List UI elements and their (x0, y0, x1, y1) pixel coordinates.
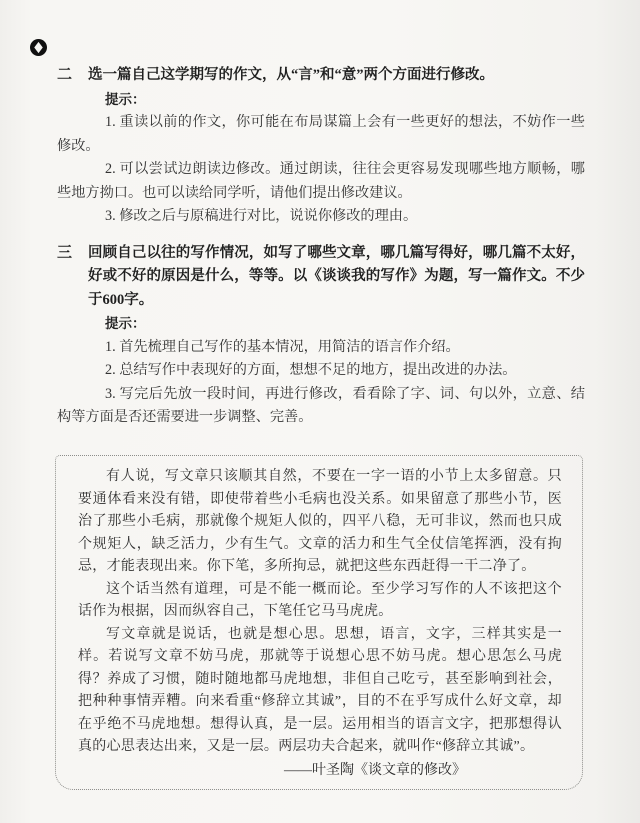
section-number: 二 (57, 67, 73, 83)
hint-label: 提示： (105, 91, 146, 107)
quote-attribution: ——叶圣陶《谈文章的修改》 (284, 762, 466, 778)
exercise-content (57, 64, 585, 443)
hint-label: 提示： (105, 316, 146, 331)
hint-item: 3. 写完后先放一段时间，再进行修改，看看除了字、词、句以外，立意、结构等方面是否还需要进一步调整、完善。 (57, 385, 585, 425)
task-row (57, 242, 585, 313)
task-text: 回顾自己以往的写作情况，如写了哪些文章，哪几篇写得好，哪几篇不太好，好或不好的原因是什么，等等。以《谈谈我的写作》为题，写一篇作文。不少于600字。 (88, 244, 585, 308)
task-text: 选一篇自己这学期写的作文，从“言”和“意”两个方面进行修改。 (88, 67, 494, 83)
diamond-glyph (34, 42, 43, 53)
hint-item: 2. 可以尝试边朗读边修改。通过朗读，往往会更容易发现哪些地方顺畅，哪些地方拗口。也可以读给同学听，请他们提出修改建议。 (57, 161, 585, 201)
hint-item: 3. 修改之后与原稿进行对比，说说你修改的理由。 (105, 208, 418, 224)
quote-paragraph: 有人说，写文章只该顺其自然，不要在一字一语的小节上太多留意。只要通体看来没有错，即使带着些小毛病也没关系。如果留意了那些小节，医治了那些小毛病，那就像个规矩人似的，四平八稳，无可非议，然而也只成个规矩人，缺乏活力，少有生气。文章的活力和生气全仗信笔挥洒，没有拘忌，才能表现出来。你下笔，多所拘忌，就把这些东西赶得一干二净了。 (78, 469, 562, 574)
quote-paragraph: 这个话当然有道理，可是不能一概而论。至少学习写作的人不该把这个话作为根据，因而纵容自己，下笔任它马马虎虎。 (78, 581, 562, 619)
task-row (57, 64, 585, 88)
section-number: 三 (57, 244, 73, 261)
quote-box (55, 455, 583, 790)
exercise-section-2 (57, 64, 585, 229)
hint-item: 2. 总结写作中表现好的方面，想想不足的地方，提出改进的办法。 (105, 362, 517, 378)
quote-paragraph: 写文章就是说话，也就是想心思。思想，语言，文字，三样其实是一样。若说写文章不妨马虎，那就等于说想心思不妨马虎。想心思怎么马虎得？养成了习惯，随时随地都马虎地想，非但自己吃亏，甚至影响到社会，把种种事情弄糟。向来看重“修辞立其诚”，目的不在乎写成什么好文章，却在乎绝不马虎地想。想得认真，是一层。运用相当的语言文字，把那想得认真的心思表达出来，又是一层。两层功夫合起来，就叫作“修辞立其诚”。 (78, 626, 562, 754)
watermark-logo-icon (30, 39, 47, 56)
hint-item: 1. 首先梳理自己写作的基本情况，用简洁的语言作介绍。 (105, 338, 460, 355)
hint-item: 1. 重读以前的作文，你可能在布局谋篇上会有一些更好的想法，不妨作一些修改。 (57, 114, 585, 154)
exercise-section-3 (57, 242, 585, 430)
